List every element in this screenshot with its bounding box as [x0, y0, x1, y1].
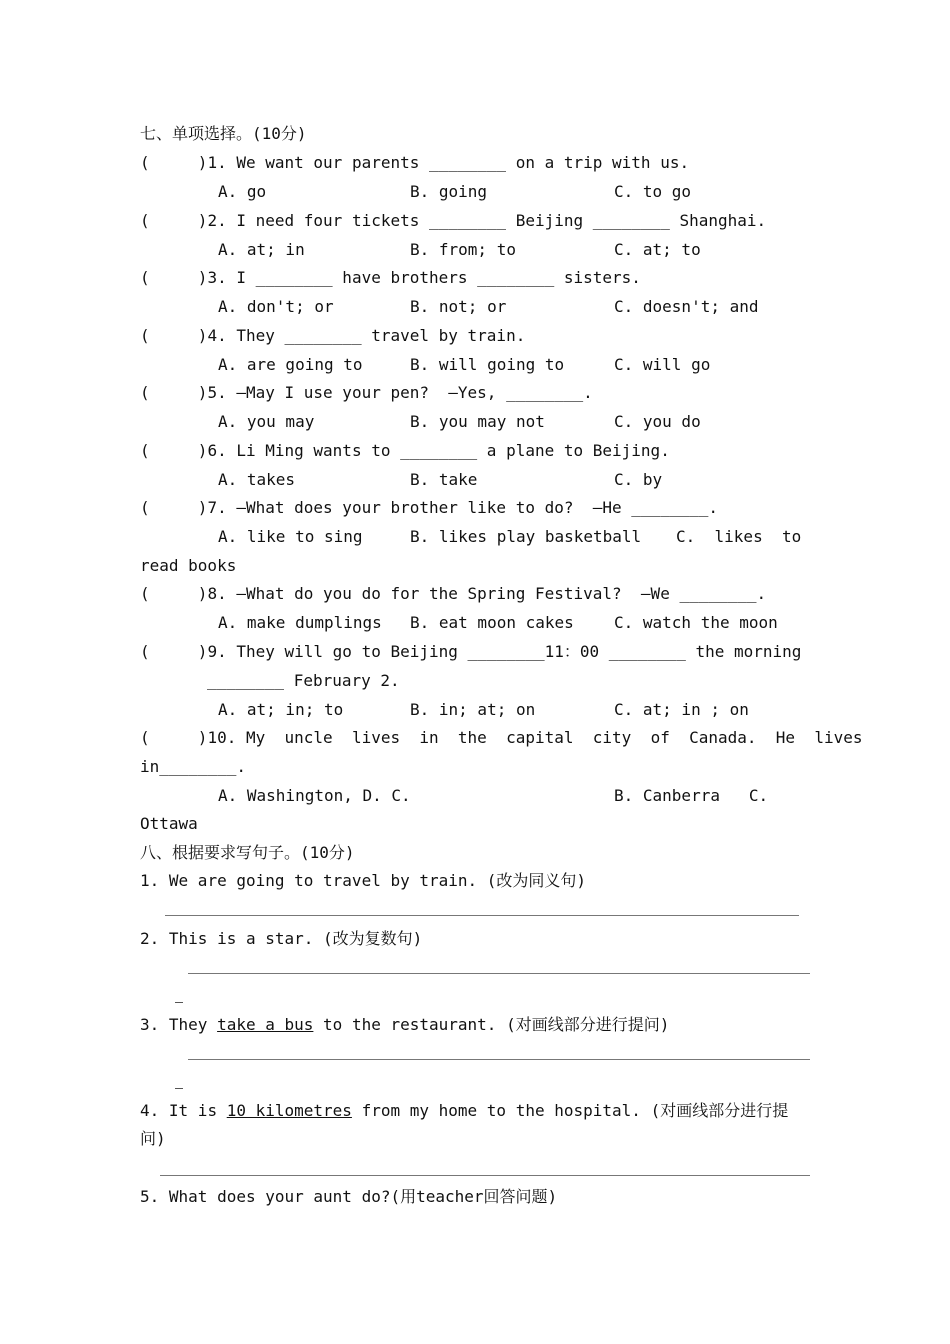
question-2: ( )2. I need four tickets ________ Beijing ________ Shanghai. — [140, 211, 767, 230]
answer-line-1[interactable] — [165, 915, 799, 916]
section-7-title: 七、单项选择。(10分) — [140, 124, 307, 143]
answer-blank[interactable]: ( ) — [140, 441, 208, 460]
option-c: C. to go — [614, 182, 692, 201]
option-a: A. make dumplings — [218, 613, 382, 632]
option-a: A. at; in — [218, 240, 305, 259]
answer-blank[interactable]: ( ) — [140, 153, 208, 172]
option-b: B. going — [410, 182, 488, 201]
rewrite-item-2: 2. This is a star. (改为复数句) — [140, 929, 423, 948]
option-a: A. are going to — [218, 355, 363, 374]
answer-line-3[interactable] — [188, 1059, 810, 1060]
option-b: B. take — [410, 470, 478, 489]
answer-blank[interactable]: ( ) — [140, 211, 208, 230]
underlined-phrase: 10 kilometres — [226, 1101, 352, 1120]
answer-blank[interactable]: ( ) — [140, 642, 208, 661]
answer-blank[interactable]: ( ) — [140, 584, 208, 603]
answer-blank[interactable]: ( ) — [140, 498, 208, 517]
answer-blank[interactable]: ( ) — [140, 326, 208, 345]
option-b: B. will going to — [410, 355, 565, 374]
question-5: ( )5. —May I use your pen? —Yes, ________. — [140, 383, 593, 402]
answer-blank[interactable]: ( ) — [140, 383, 208, 402]
option-b-c: B. Canberra C. — [614, 786, 769, 805]
question-3: ( )3. I ________ have brothers ________ sisters. — [140, 268, 641, 287]
option-b: B. from; to — [410, 240, 516, 259]
answer-line-2[interactable] — [188, 973, 810, 974]
option-a: A. at; in; to — [218, 700, 344, 719]
rewrite-item-5: 5. What does your aunt do?(用teacher回答问题) — [140, 1187, 558, 1206]
question-10-continued: in________. — [140, 757, 246, 776]
underlined-phrase: take a bus — [217, 1015, 314, 1034]
question-1: ( )1. We want our parents ________ on a trip with us. — [140, 153, 690, 172]
option-b: B. likes play basketball — [410, 527, 642, 546]
option-c-continued: Ottawa — [140, 814, 198, 833]
option-a: A. takes — [218, 470, 296, 489]
option-b: B. not; or — [410, 297, 507, 316]
option-c: C. watch the moon — [614, 613, 778, 632]
rewrite-item-1: 1. We are going to travel by train. (改为同义句) — [140, 871, 587, 890]
answer-line-3-tail — [175, 1088, 183, 1089]
option-b: B. in; at; on — [410, 700, 536, 719]
rewrite-item-4: 4. It is 10 kilometres from my home to the hospital. (对画线部分进行提 — [140, 1101, 789, 1120]
option-c: C. at; to — [614, 240, 701, 259]
option-c: C. will go — [614, 355, 711, 374]
rewrite-item-4-continued: 问) — [140, 1129, 166, 1148]
option-c-continued: read books — [140, 556, 237, 575]
option-c: C. you do — [614, 412, 701, 431]
option-c: C. likes to — [676, 527, 802, 546]
answer-line-2-tail — [175, 1002, 183, 1003]
option-a: A. you may — [218, 412, 315, 431]
question-10: ( )10. My uncle lives in the capital city of Canada. He lives — [140, 728, 863, 747]
option-a: A. go — [218, 182, 267, 201]
question-7: ( )7. —What does your brother like to do? —He ________. — [140, 498, 718, 517]
option-c: C. doesn't; and — [614, 297, 759, 316]
option-a: A. don't; or — [218, 297, 334, 316]
option-c: C. by — [614, 470, 663, 489]
option-c: C. at; in ; on — [614, 700, 749, 719]
question-4: ( )4. They ________ travel by train. — [140, 326, 526, 345]
option-b: B. you may not — [410, 412, 545, 431]
rewrite-item-3: 3. They take a bus to the restaurant. (对画线部分进行提问) — [140, 1015, 670, 1034]
question-8: ( )8. —What do you do for the Spring Festival? —We ________. — [140, 584, 767, 603]
option-b: B. eat moon cakes — [410, 613, 574, 632]
question-9-continued: ________ February 2. — [207, 671, 400, 690]
question-9: ( )9. They will go to Beijing ________11：00 ________ the morning — [140, 642, 802, 661]
answer-blank[interactable]: ( ) — [140, 268, 208, 287]
option-a: A. Washington, D. C. — [218, 786, 411, 805]
option-a: A. like to sing — [218, 527, 363, 546]
answer-blank[interactable]: ( ) — [140, 728, 208, 747]
question-6: ( )6. Li Ming wants to ________ a plane to Beijing. — [140, 441, 670, 460]
section-8-title: 八、根据要求写句子。(10分) — [140, 843, 355, 862]
answer-line-4[interactable] — [160, 1175, 810, 1176]
